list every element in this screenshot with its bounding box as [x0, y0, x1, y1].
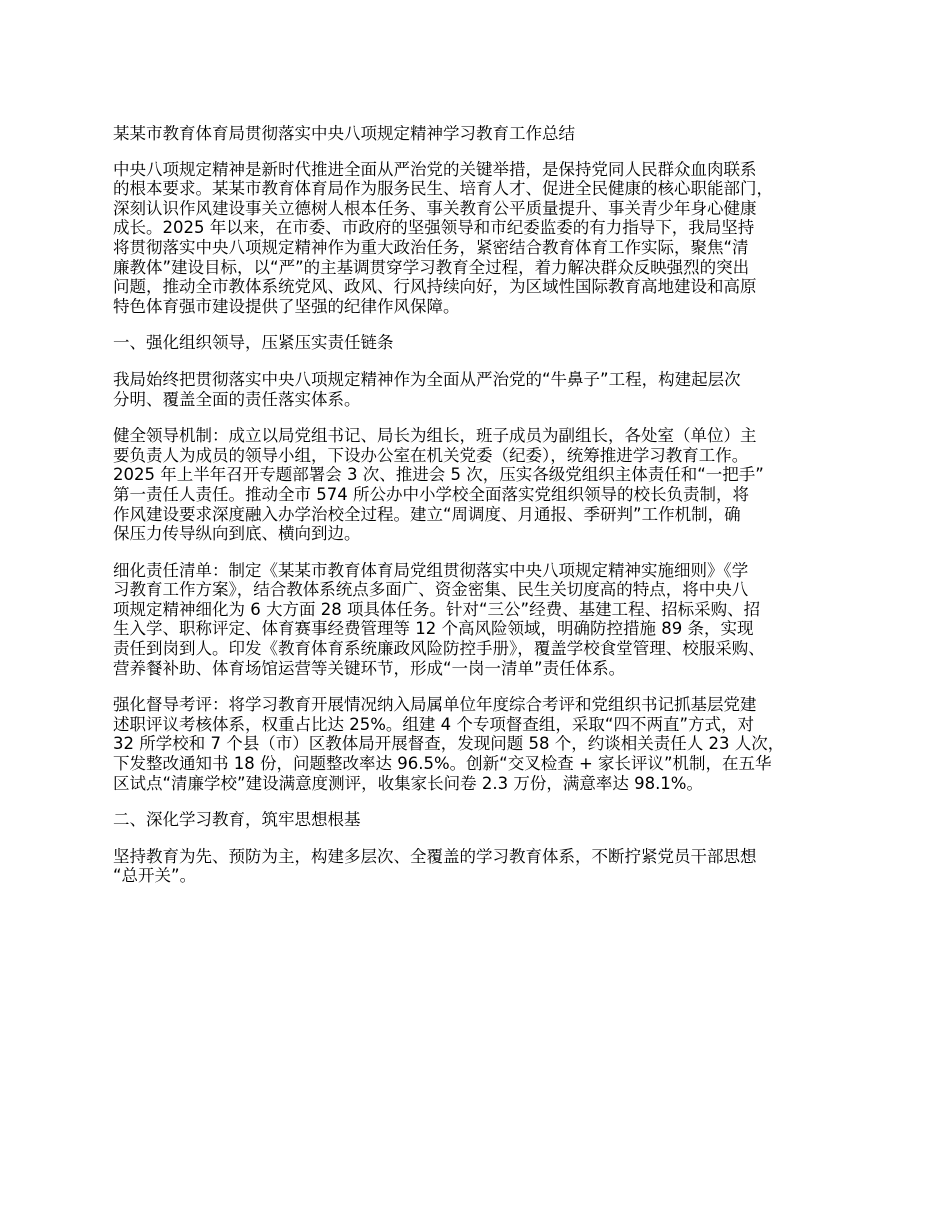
section-1-leadership-paragraph: 健全领导机制：成立以局党组书记、局长为组长，班子成员为副组长，各处室（单位）主 要负责人为成员的领导小组，下设办公室在机关党委（纪委），统筹推进学习教育工作。 2025 年上半年召开专题部署会 3 次、推进会 5 次，压实各级党组织主体责任和“一把手” 第一责任人责任。推动全市 574 所公办中小学校全面落实党组织领导的校长负责制，将 作风建设要求深度融入办学治校全过程。建立“周调度、月通报、季研判”工作机制，确 保压力传导纵向到底、横向到边。 — [113, 426, 764, 544]
section-1-responsibility-paragraph: 细化责任清单：制定《某某市教育体育局党组贯彻落实中央八项规定精神实施细则》《学 习教育工作方案》，结合教体系统点多面广、资金密集、民生关切度高的特点，将中央八 项规定精神细化为 6 大方面 28 项具体任务。针对“三公”经费、基建工程、招标采购、招 生入学、职称评定、体育赛事经费管理等 12 个高风险领域，明确防控措施 89 条，实现 责任到岗到人。印发《教育体育系统廉政风险防控手册》，覆盖学校食堂管理、校服采购、 营养餐补助、体育场馆运营等关键环节，形成“一岗一清单”责任体系。 — [113, 560, 765, 678]
intro-paragraph: 中央八项规定精神是新时代推进全面从严治党的关键举措，是保持党同人民群众血肉联系 的根本要求。某某市教育体育局作为服务民生、培育人才、促进全民健康的核心职能部门， 深刻认识作风建设事关立德树人根本任务、事关教育公平质量提升、事关青少年身心健康 成长。2025 年以来，在市委、市政府的坚强领导和市纪委监委的有力指导下，我局坚持 将贯彻落实中央八项规定精神作为重大政治任务，紧密结合教育体育工作实际，聚焦“清 廉教体”建设目标，以“严”的主基调贯穿学习教育全过程，着力解决群众反映强烈的突出 问题，推动全市教体系统党风、政风、行风持续向好，为区域性国际教育高地建设和高原 特色体育强市建设提供了坚强的纪律作风保障。 — [113, 159, 773, 316]
document-title: 某某市教育体育局贯彻落实中央八项规定精神学习教育工作总结 — [113, 124, 575, 143]
section-1-supervision-paragraph: 强化督导考评：将学习教育开展情况纳入局属单位年度综合考评和党组织书记抓基层党建 述职评议考核体系，权重占比达 25%。组建 4 个专项督查组，采取“四不两直”方式，对 32 所学校和 7 个县（市）区教体局开展督查，发现问题 58 个，约谈相关责任人 23 人次， 下发整改通知书 18 份，问题整改率达 96.5%。创新“交叉检查 + 家长评议”机制，在五华 区试点“清廉学校”建设满意度测评，收集家长问卷 2.3 万份，满意率达 98.1%。 — [113, 695, 785, 793]
section-1-heading: 一、强化组织领导，压紧压实责任链条 — [113, 333, 394, 353]
section-2-intro: 坚持教育为先、预防为主，构建多层次、全覆盖的学习教育体系，不断拧紧党员干部思想 “总开关”。 — [113, 846, 757, 886]
section-1-intro: 我局始终把贯彻落实中央八项规定精神作为全面从严治党的“牛鼻子”工程，构建起层次 分明、覆盖全面的责任落实体系。 — [113, 369, 741, 409]
section-2-heading: 二、深化学习教育，筑牢思想根基 — [113, 810, 361, 830]
document-page — [113, 124, 853, 903]
